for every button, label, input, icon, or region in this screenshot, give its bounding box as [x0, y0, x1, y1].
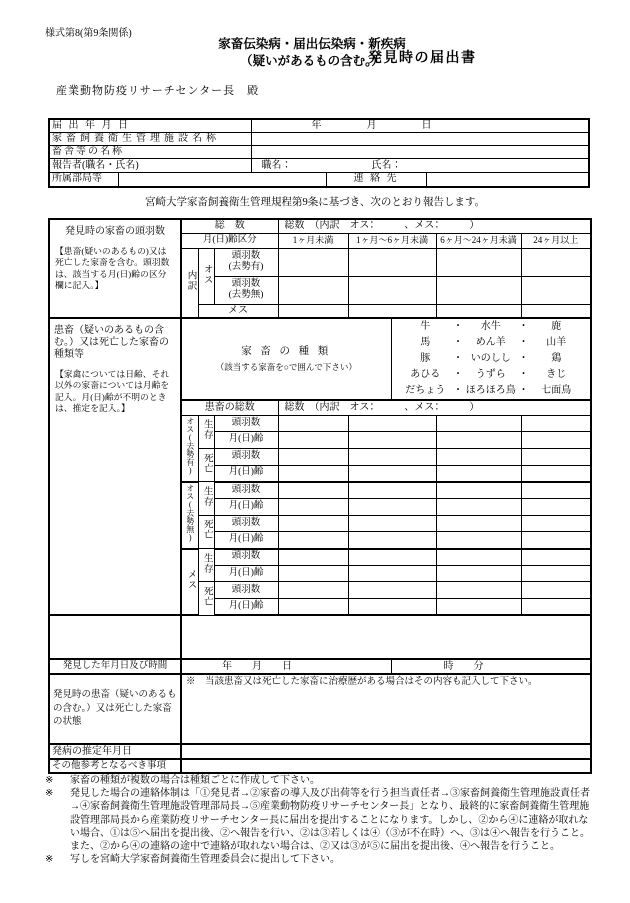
affected-total-label: 患畜の総数: [181, 400, 278, 415]
uchiwake-vtext: 内訳: [185, 270, 196, 292]
entry-cell: [436, 565, 521, 582]
facility-row: [49, 133, 589, 146]
age-col-1to6m: 1ヶ月～6ヶ月未満: [348, 233, 436, 248]
count-label: 頭羽数: [214, 415, 278, 432]
discovery-time-value: 時 分: [391, 659, 591, 674]
entry-cell: [348, 599, 436, 616]
group-female-vtext: メス: [185, 569, 196, 591]
onset-label: 発病の推定年月日: [49, 744, 181, 759]
age-label: 月(日)齢: [214, 498, 278, 515]
dot-separator: ・: [453, 337, 464, 348]
report-date-value: 年 月 日: [251, 119, 589, 133]
condition-label: 発見時の患畜（疑いのあるもの含む。）又は死亡した家畜の状態: [49, 674, 181, 744]
footnote-1-text: 家畜の種類が複数の場合は種類ごとに作成して下さい。: [70, 775, 320, 786]
entry-cell: [278, 532, 348, 549]
entry-cell: [348, 415, 436, 432]
reporter-row: [49, 159, 589, 173]
other-row: [49, 759, 591, 773]
department-entry-cell: [118, 173, 326, 187]
job-name-line: [254, 160, 587, 172]
count-total-label: 総 数: [181, 219, 278, 233]
entry-cell: [521, 432, 591, 449]
spacer-cell: [181, 615, 591, 659]
entry-cell: [278, 549, 348, 566]
species-quail: うずら: [475, 369, 506, 380]
entry-cell: [278, 582, 348, 599]
job-title-label: 職名：: [261, 159, 292, 171]
age-label: 月(日)齢: [214, 465, 278, 482]
affected-section-note: 【家禽については日齢、それ以外の家畜については月齢を記入。月(日)齢が不明のときは、推定を記入。】: [55, 369, 170, 414]
other-label: その他参考となるべき事項: [49, 759, 181, 773]
entry-cell: [348, 276, 436, 304]
discovery-label: 発見した年月日及び時間: [49, 659, 181, 674]
dot-separator: ・: [453, 321, 464, 332]
entry-cell: [436, 248, 521, 276]
female-label: メス: [198, 304, 278, 318]
dot-separator: ・: [518, 337, 529, 348]
barn-entry-cell: [251, 146, 589, 159]
dot-separator: ・: [453, 353, 464, 364]
alive-vtext: 生存: [201, 485, 212, 507]
affected-section-label: [49, 318, 181, 615]
entry-cell: [436, 276, 521, 304]
count-castrated-label: [214, 248, 278, 276]
dot-separator: ・: [518, 321, 529, 332]
entry-cell: [521, 448, 591, 465]
age-label: 月(日)齢: [214, 432, 278, 449]
dot-separator: ・: [518, 369, 529, 380]
alive-vtext: 生存: [201, 419, 212, 441]
species-chicken: 鶏: [551, 353, 562, 364]
entry-cell: [348, 549, 436, 566]
entry-cell: [521, 498, 591, 515]
male-label: [198, 248, 214, 304]
entry-cell: [348, 248, 436, 276]
entry-cell: [436, 304, 521, 318]
count-label: 頭羽数: [231, 251, 261, 262]
dot-separator: ・: [518, 385, 529, 396]
entry-cell: [348, 532, 436, 549]
footnote-3-text: 写しを宮崎大学家畜飼養衛生管理委員会に提出して下さい。: [70, 854, 340, 866]
entry-cell: [278, 515, 348, 532]
entry-cell: [278, 482, 348, 499]
spacer-row: [49, 615, 591, 659]
entry-cell: [521, 515, 591, 532]
footnote-1: [45, 774, 591, 787]
dot-separator: ・: [453, 369, 464, 380]
count-section-note: 【患畜(疑いのあるもの)又は死亡した家畜を含む。頭羽数は、該当する月(日)齢の区分欄に記入。】: [55, 246, 170, 291]
footnote-3: [45, 853, 591, 866]
entry-cell: [278, 599, 348, 616]
footnotes: [45, 774, 591, 866]
age-label: 月(日)齢: [214, 599, 278, 616]
condition-note: ※ 当該患畜又は死亡した家畜に治療歴がある場合はその内容も記入して下さい。: [181, 674, 591, 744]
report-date-label: 届 出 年 月 日: [49, 119, 251, 133]
entry-cell: [521, 248, 591, 276]
entry-cell: [278, 415, 348, 432]
count-label: 頭羽数: [214, 448, 278, 465]
count-label: 頭羽数: [214, 582, 278, 599]
entry-cell: [436, 498, 521, 515]
species-guinea-fowl: ほろほろ鳥: [465, 385, 516, 396]
entry-cell: [521, 549, 591, 566]
entry-cell: [436, 549, 521, 566]
entry-cell: [348, 304, 436, 318]
age-col-under1m: 1ヶ月未満: [278, 233, 348, 248]
barn-row: [49, 146, 589, 159]
count-label: 頭羽数: [214, 482, 278, 499]
footnote-2: [45, 787, 591, 853]
group-male-castrated-label: [181, 415, 198, 482]
entry-cell: [278, 565, 348, 582]
alive-label: [198, 549, 214, 582]
entry-cell: [436, 515, 521, 532]
group-male-uncastrated-label: [181, 482, 198, 549]
reporter-label: 報告者(職名・氏名): [49, 159, 251, 173]
entry-cell: [436, 532, 521, 549]
department-label: 所属部局等: [49, 173, 118, 187]
count-label: 頭羽数: [214, 549, 278, 566]
entry-cell: [436, 465, 521, 482]
entry-cell: [348, 582, 436, 599]
entry-cell: [278, 432, 348, 449]
statement: 宮崎大学家畜飼養衛生管理規程第9条に基づき、次のとおり報告します。: [145, 197, 485, 208]
footnote-marker: ※: [45, 788, 54, 800]
species-sheep: めん羊: [475, 337, 506, 348]
name-label: 氏名：: [371, 159, 402, 171]
group-male-castrated-vtext: オス(去勢有): [185, 417, 195, 476]
entry-cell: [521, 532, 591, 549]
age-class-label: 月(日)齢区分: [181, 233, 278, 248]
onset-entry-cell: [181, 744, 591, 759]
entry-cell: [436, 582, 521, 599]
species-cattle: 牛: [420, 321, 431, 332]
discovery-row: [49, 659, 591, 674]
contact-label: 連 絡 先: [326, 173, 426, 187]
species-grid: [394, 319, 589, 399]
entry-cell: [348, 432, 436, 449]
footnote-marker: ※: [45, 854, 54, 866]
reporter-entry-cell: [251, 159, 589, 173]
entry-cell: [436, 482, 521, 499]
entry-cell: [278, 498, 348, 515]
entry-cell: [278, 304, 348, 318]
uchiwake-label: [181, 248, 198, 318]
uncastrated-label: (去勢無): [228, 290, 264, 300]
onset-row: [49, 744, 591, 759]
facility-label: 家畜飼養衛生管理施設名称: [49, 133, 251, 146]
species-pig: 豚: [420, 353, 431, 364]
dot-separator: ・: [518, 353, 529, 364]
barn-label: 畜舎等の名称: [49, 146, 251, 159]
age-col-over24m: 24ヶ月以上: [521, 233, 591, 248]
contact-entry-cell: [426, 173, 589, 187]
footnote-marker: ※: [45, 775, 54, 786]
species-note: （該当する家畜を○で囲んで下さい）: [215, 361, 357, 372]
species-label-cell: [181, 318, 391, 400]
species-deer: 鹿: [551, 321, 562, 332]
age-label: 月(日)齢: [214, 532, 278, 549]
footnote-2-text: 発見した場合の連絡体制は「①発見者→②家畜の導入及び出荷等を行う担当責任者→③家畜飼養衛生管理施設責任者→④家畜飼養衛生管理施設管理部局長→⑤産業動物防疫リサーチセンター長」となり、最終的に家畜飼養衛生管理施設管理部局長から産業防疫リサーチセンター長に届出を提出することになります。しかし、②から④に連絡が取れない場合、①は⑤へ届出を提出後、②へ報告を行い、②は③若しくは④（③が不在時）へ、③は④へ報告を行うこと。また、②から④の連絡の途中で連絡が取れない場合は、②又は③が⑤に届出を提出後、④へ報告を行うこと。: [70, 788, 590, 852]
count-section-heading: 発見時の家畜の頭羽数: [65, 226, 165, 237]
affected-section-heading: 患畜（疑いのあるもの含む。）又は死亡した家畜の種類等: [54, 325, 169, 360]
dead-vtext: 死亡: [201, 452, 212, 474]
entry-cell: [436, 448, 521, 465]
species-wild-boar: いのしし: [470, 353, 511, 364]
entry-cell: [278, 276, 348, 304]
report-date-row: [49, 119, 589, 133]
castrated-label: (去勢有): [228, 262, 264, 272]
age-col-6to24m: 6ヶ月～24ヶ月未満: [436, 233, 521, 248]
entry-cell: [278, 448, 348, 465]
age-label: 月(日)齢: [214, 565, 278, 582]
entry-cell: [348, 515, 436, 532]
entry-cell: [521, 276, 591, 304]
species-turkey: 七面鳥: [541, 385, 572, 396]
entry-cell: [521, 582, 591, 599]
species-goat: 山羊: [546, 337, 567, 348]
livestock-table: [48, 218, 592, 774]
species-label: 家 畜 の 種 類: [241, 346, 332, 358]
entry-cell: [436, 599, 521, 616]
entry-cell: [348, 465, 436, 482]
entry-cell: [348, 565, 436, 582]
entry-cell: [348, 482, 436, 499]
count-uncastrated-label: [214, 276, 278, 304]
condition-row: [49, 674, 591, 744]
entry-cell: [521, 482, 591, 499]
count-label: 頭羽数: [214, 515, 278, 532]
addressee: 産業動物防疫リサーチセンター長 殿: [56, 85, 260, 97]
male-vtext: オス: [201, 263, 212, 285]
entry-cell: [278, 248, 348, 276]
count-label: 頭羽数: [231, 279, 261, 290]
count-breakdown-label: 総数 （内訳 オス： 、メス： ）: [278, 219, 591, 233]
facility-entry-cell: [251, 133, 589, 146]
entry-cell: [348, 448, 436, 465]
entry-cell: [521, 465, 591, 482]
dead-label: [198, 582, 214, 615]
species-row: [49, 318, 591, 400]
group-male-uncastrated-vtext: オス(去勢無): [185, 484, 195, 543]
species-duck: あひる: [410, 369, 441, 380]
count-section-label: [49, 219, 181, 318]
species-horse: 馬: [420, 337, 431, 348]
dead-vtext: 死亡: [201, 519, 212, 541]
alive-label: [198, 482, 214, 515]
species-ostrich: だちょう: [405, 385, 446, 396]
dead-label: [198, 515, 214, 548]
form-number: 様式第8(第9条関係): [45, 28, 132, 39]
entry-cell: [521, 599, 591, 616]
entry-cell: [521, 565, 591, 582]
entry-cell: [278, 465, 348, 482]
form-title-right: 発見時の届出書: [368, 51, 477, 66]
entry-cell: [436, 432, 521, 449]
alive-label: [198, 415, 214, 448]
species-water-buffalo: 水牛: [480, 321, 501, 332]
species-list-cell: [391, 318, 591, 400]
department-row: [49, 173, 589, 187]
entry-cell: [521, 415, 591, 432]
reporter-info-table: [48, 118, 590, 188]
form-title-line1: 家畜伝染病・届出伝染病・新疾病: [218, 37, 406, 51]
discovery-date-value: 年 月 日: [181, 659, 391, 674]
dot-separator: ・: [453, 385, 464, 396]
entry-cell: [348, 498, 436, 515]
entry-cell: [436, 415, 521, 432]
affected-breakdown-label: 総数 （内訳 オス： 、メス： ）: [278, 400, 591, 415]
entry-cell: [521, 304, 591, 318]
form-title-line2: （疑いがあるもの含む。）: [240, 53, 384, 68]
species-pheasant: きじ: [546, 369, 567, 380]
group-female-label: [181, 549, 198, 616]
dead-vtext: 死亡: [201, 586, 212, 608]
dead-label: [198, 448, 214, 481]
spacer-left-cell: [49, 615, 181, 659]
other-entry-cell: [181, 759, 591, 773]
alive-vtext: 生存: [201, 552, 212, 574]
count-total-row: [49, 219, 591, 233]
